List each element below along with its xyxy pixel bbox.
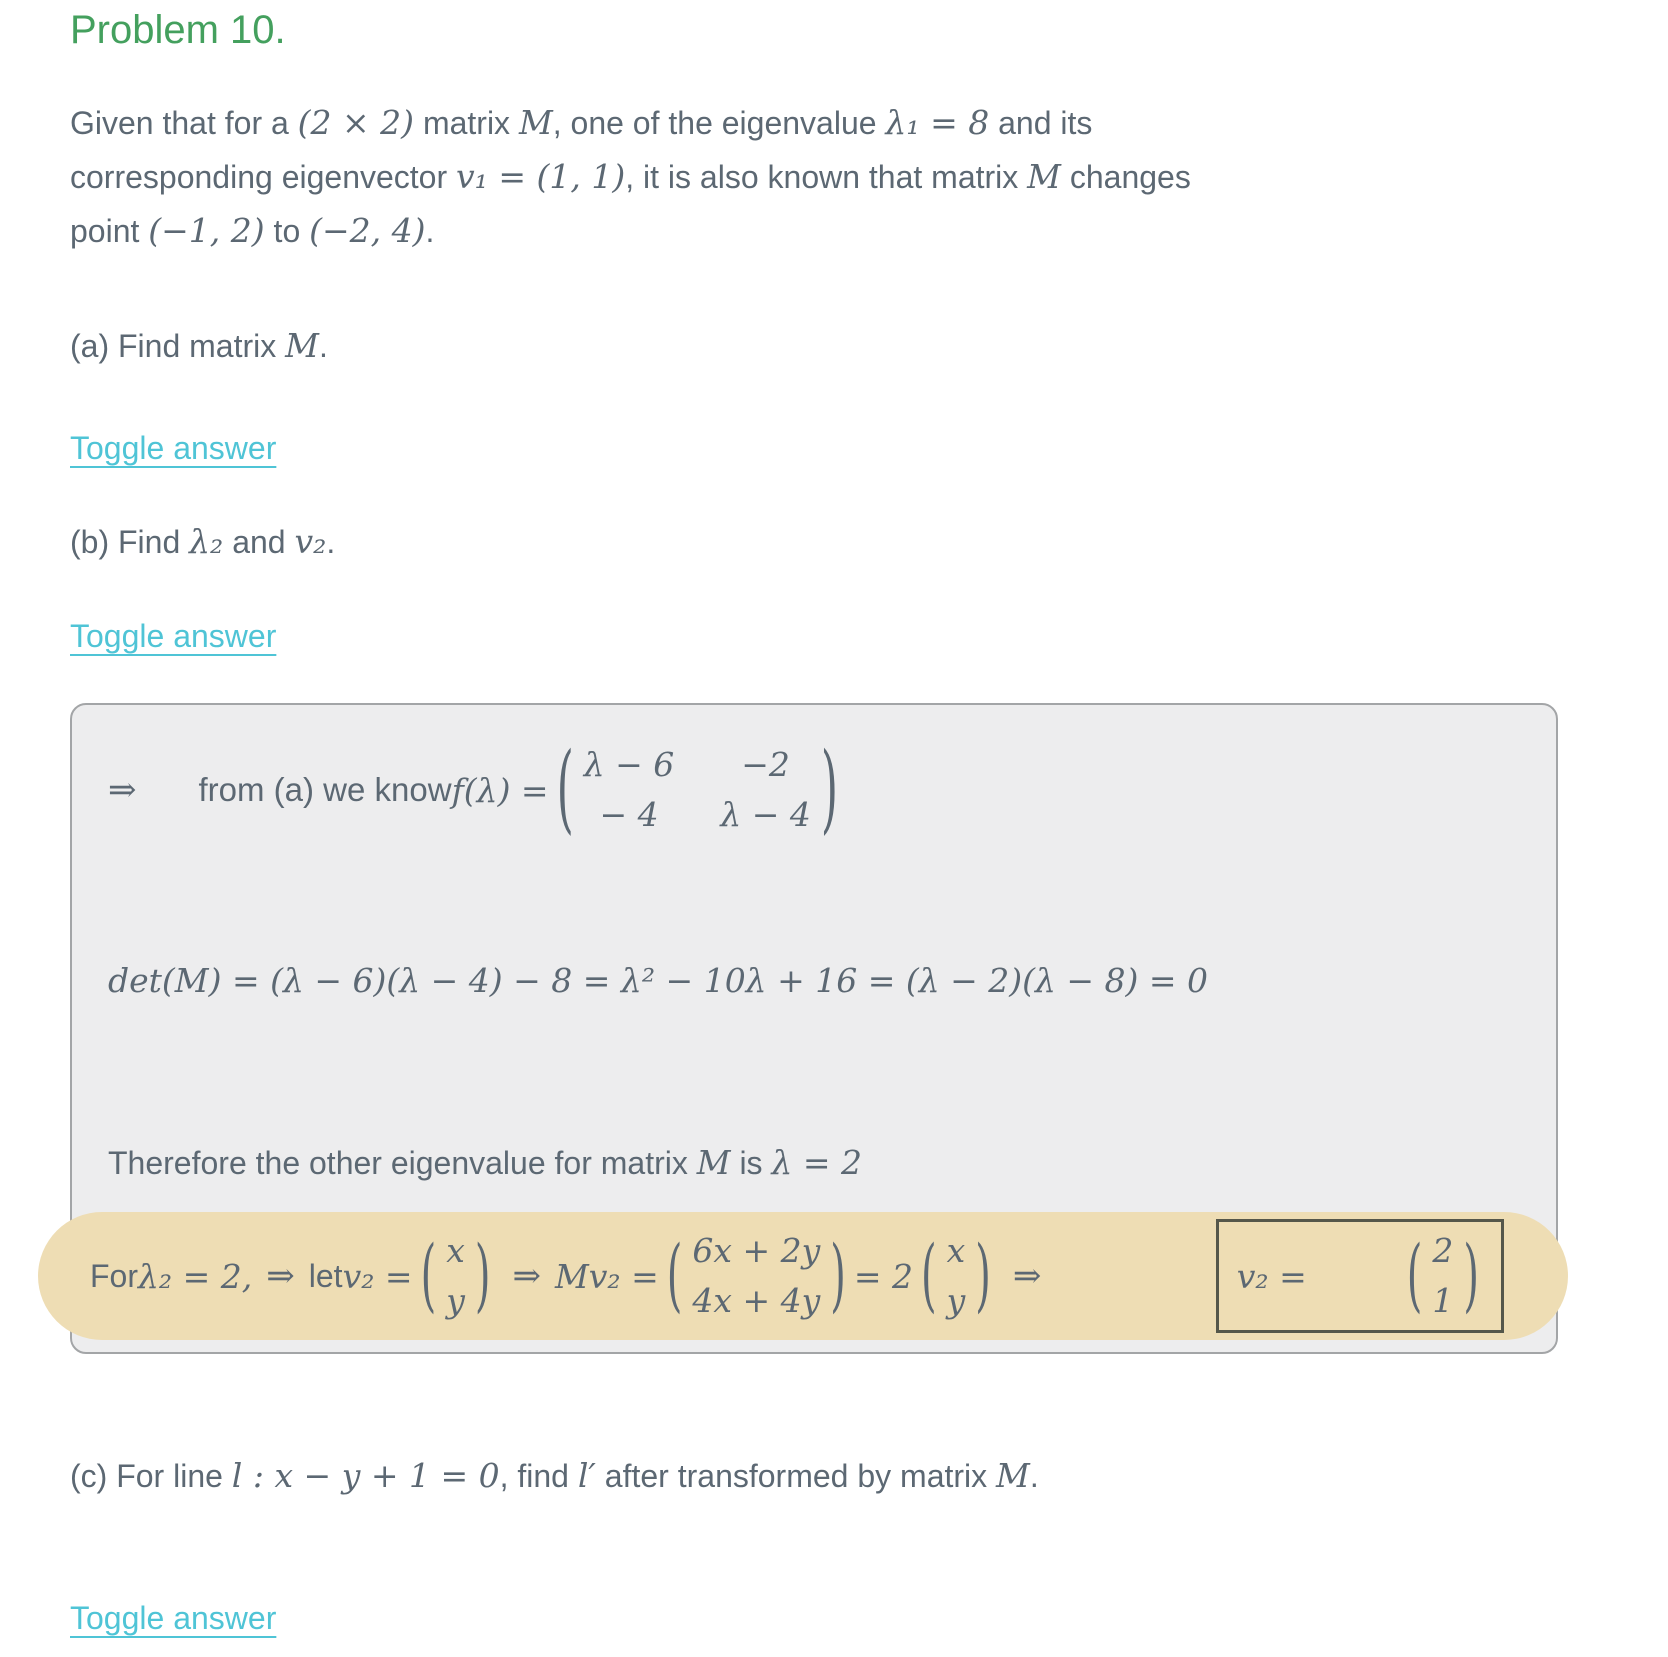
matrix-cell: λ − 6	[583, 745, 675, 784]
intro-text: to	[264, 213, 310, 249]
right-paren: )	[1463, 1230, 1479, 1322]
part-a-math: M	[285, 326, 319, 365]
answer-box	[70, 703, 1558, 1354]
therefore-text: is	[730, 1145, 772, 1181]
right-paren: )	[975, 1230, 991, 1322]
implies-arrow: ⇒	[266, 1256, 295, 1296]
intro-text: .	[425, 213, 435, 249]
vector-cell: 2	[1432, 1231, 1454, 1270]
part-a-text: .	[318, 328, 328, 364]
intro-text: Given that for a	[70, 105, 298, 141]
implies-arrow: ⇒	[108, 770, 137, 810]
intro-math: M	[518, 103, 553, 142]
implies-arrow: ⇒	[1012, 1256, 1042, 1296]
vector-xy	[921, 1230, 991, 1322]
therefore-text: Therefore the other eigenvalue for matrix	[108, 1145, 697, 1181]
answer-line1-text: from (a) we know	[198, 771, 452, 808]
problem-part-c-label	[70, 1450, 1598, 1502]
left-paren: (	[420, 1230, 437, 1322]
toggle-a-row	[70, 372, 1598, 472]
part-b-math: λ₂	[189, 522, 224, 561]
intro-math: λ₁ = 8	[885, 103, 990, 142]
det-equation-math: det(M) = (λ − 6)(λ − 4) − 8 = λ² − 10λ + 16 = (λ − 2)(λ − 8) = 0	[108, 961, 1209, 1000]
part-c-math: l′	[577, 1456, 596, 1495]
m-v2-result-vector	[666, 1230, 846, 1322]
part-c-text: , find	[499, 1458, 578, 1494]
intro-text: , it is also known that matrix	[625, 159, 1028, 195]
intro-math: (−1, 2)	[148, 211, 265, 250]
intro-text: changes	[1060, 159, 1191, 195]
vector-cell: y	[446, 1281, 465, 1320]
det-equation	[90, 961, 1538, 1000]
f-lambda-matrix	[556, 732, 839, 845]
intro-paragraph	[70, 96, 1598, 258]
answer-vector	[1406, 1230, 1479, 1322]
right-paren: )	[830, 1230, 846, 1322]
part-b-text: and	[223, 524, 295, 560]
matrix-cell: − 4	[599, 795, 659, 834]
toggle-b-row	[70, 568, 1598, 660]
toggle-answer-link-c[interactable]: Toggle answer	[70, 1600, 277, 1636]
left-paren: (	[556, 732, 574, 845]
part-c-math: M	[996, 1456, 1030, 1495]
intro-line-3	[70, 204, 1598, 258]
vector-cell: y	[946, 1281, 966, 1320]
answer-line-flambda	[90, 723, 1538, 857]
answer-vector-cells	[1432, 1231, 1454, 1320]
intro-text: corresponding eigenvector	[70, 159, 457, 195]
therefore-math: M	[696, 1143, 731, 1182]
boxed-answer-math: v₂ =	[1236, 1256, 1307, 1296]
part-c-math: l : x − y + 1 = 0	[231, 1456, 500, 1495]
implies-arrow: ⇒	[512, 1256, 541, 1296]
part-b-text: (b) Find	[70, 524, 190, 560]
left-paren: (	[666, 1230, 683, 1322]
intro-math: M	[1027, 157, 1061, 196]
part-a-text: (a) Find matrix	[70, 328, 286, 364]
intro-line-1	[70, 96, 1598, 150]
highlight-math: λ₂ = 2,	[138, 1256, 253, 1296]
highlighter-annotation	[38, 1212, 1568, 1340]
part-c-text: (c) For line	[70, 1458, 232, 1494]
intro-text: point	[70, 213, 149, 249]
toggle-answer-link-b[interactable]: Toggle answer	[70, 618, 277, 654]
intro-line-2	[70, 150, 1598, 204]
matrix-cell: λ − 4	[720, 795, 811, 834]
answer-line1-math: f(λ) =	[451, 770, 549, 810]
intro-math: v₁ = (1, 1)	[456, 157, 626, 196]
vector-cell: 4x + 4y	[692, 1281, 821, 1320]
vector-xy-cells	[446, 1231, 465, 1320]
problem-part-b-label	[70, 516, 1598, 568]
page-title: Problem 10.	[70, 8, 286, 52]
intro-math: (−2, 4)	[309, 211, 426, 250]
m-v2-result-cells	[692, 1231, 821, 1320]
vector-cell: x	[946, 1231, 966, 1270]
intro-text: matrix	[414, 105, 519, 141]
f-lambda-matrix-cells	[583, 745, 811, 834]
part-b-text: .	[326, 524, 336, 560]
highlight-math: Mv₂ =	[554, 1256, 659, 1296]
highlight-text: For	[90, 1257, 138, 1294]
highlight-text: let	[308, 1257, 343, 1294]
boxed-answer	[1216, 1219, 1504, 1333]
matrix-cell: −2	[741, 745, 790, 784]
vector-xy	[420, 1230, 491, 1322]
part-b-math: v₂	[294, 522, 327, 561]
problem-part-a-label	[70, 320, 1598, 372]
therefore-line	[90, 1140, 1538, 1186]
right-paren: )	[820, 732, 839, 845]
vector-xy-cells	[946, 1231, 966, 1320]
left-paren: (	[921, 1230, 937, 1322]
left-paren: (	[1406, 1230, 1423, 1322]
therefore-math: λ = 2	[771, 1143, 862, 1182]
toggle-c-row	[70, 1502, 1598, 1642]
highlight-math: v₂ =	[342, 1256, 413, 1296]
part-c-text: .	[1029, 1458, 1039, 1494]
intro-math: (2 × 2)	[297, 103, 415, 142]
toggle-answer-link-a[interactable]: Toggle answer	[70, 430, 277, 466]
vector-cell: 1	[1432, 1281, 1454, 1320]
intro-text: , one of the eigenvalue	[552, 105, 886, 141]
vector-cell: 6x + 2y	[692, 1231, 821, 1270]
part-c-text: after transformed by matrix	[595, 1458, 997, 1494]
intro-text: and its	[989, 105, 1093, 141]
right-paren: )	[474, 1230, 491, 1322]
highlight-math: = 2	[853, 1256, 913, 1296]
vector-cell: x	[446, 1231, 465, 1270]
